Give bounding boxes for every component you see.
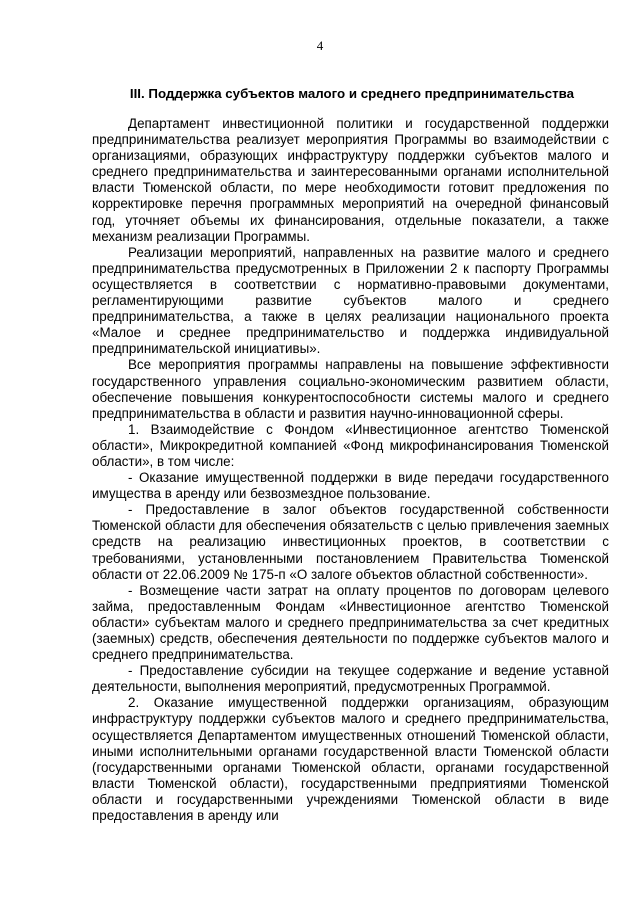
paragraph: Департамент инвестиционной политики и государственной поддержки предпринимательства реализует мероприятия Программы во взаимодействии с организациями, образующих инфраструктуру поддержки субъектов малого и среднего предпринимательства и заинтересованными органами исполнительной власти Тюменской области, по мере необходимости готовит предложения по корректировке перечня программных мероприятий на очередной финансовый год, уточняет объемы их финансирования, отдельные показатели, а также механизм реализации Программы. <box>92 116 609 244</box>
body-text <box>92 116 609 824</box>
list-item: - Возмещение части затрат на оплату процентов по договорам целевого займа, предоставленным Фондам «Инвестиционное агентство Тюменской области» субъектам малого и среднего предпринимательства за счет кредитных (заемных) средств, обеспечения деятельности по поддержке субъектов малого и среднего предпринимательства. <box>92 582 609 663</box>
paragraph: Все мероприятия программы направлены на повышение эффективности государственного управления социально-экономическим развитием области, обеспечение повышения конкурентоспособности системы малого и среднего предпринимательства в области и развития научно-инновационной сферы. <box>92 357 609 421</box>
paragraph: Реализации мероприятий, направленных на развитие малого и среднего предпринимательства предусмотренных в Приложении 2 к паспорту Программы осуществляется в соответствии с нормативно-правовыми документами, регламентирующими развитие субъектов малого и среднего предпринимательства, а также в целях реализации национального проекта «Малое и среднее предпринимательство и поддержка индивидуальной предпринимательской инициативы». <box>92 244 609 357</box>
list-item: - Оказание имущественной поддержки в виде передачи государственного имущества в аренду или безвозмездное пользование. <box>92 470 609 502</box>
list-item: - Предоставление в залог объектов государственной собственности Тюменской области для обеспечения обязательств с целью привлечения заемных средств на реализацию инвестиционных проектов, в соответствии с требованиями, установленными постановлением Правительства Тюменской области от 22.06.2009 № 175-п «О залоге объектов областной собственности». <box>92 502 609 582</box>
section-heading: III. Поддержка субъектов малого и среднего предпринимательства <box>129 86 575 101</box>
list-item: - Предоставление субсидии на текущее содержание и ведение уставной деятельности, выполнения мероприятий, предусмотренных Программой. <box>92 663 609 695</box>
paragraph: 2. Оказание имущественной поддержки организациям, образующим инфраструктуру поддержки субъектов малого и среднего предпринимательства, осуществляется Департаментом имущественных отношений Тюменской области, иными исполнительными органами государственной власти Тюменской области (государственными органами Тюменской области, органами государственной власти Тюменской области), государственными предприятиями Тюменской области и государственными учреждениями Тюменской области в виде предоставления в аренду или <box>92 695 609 824</box>
paragraph: 1. Взаимодействие с Фондом «Инвестиционное агентство Тюменской области», Микрокредитной компанией «Фонд микрофинансирования Тюменской области», в том числе: <box>92 421 609 469</box>
page-number: 4 <box>316 38 324 53</box>
